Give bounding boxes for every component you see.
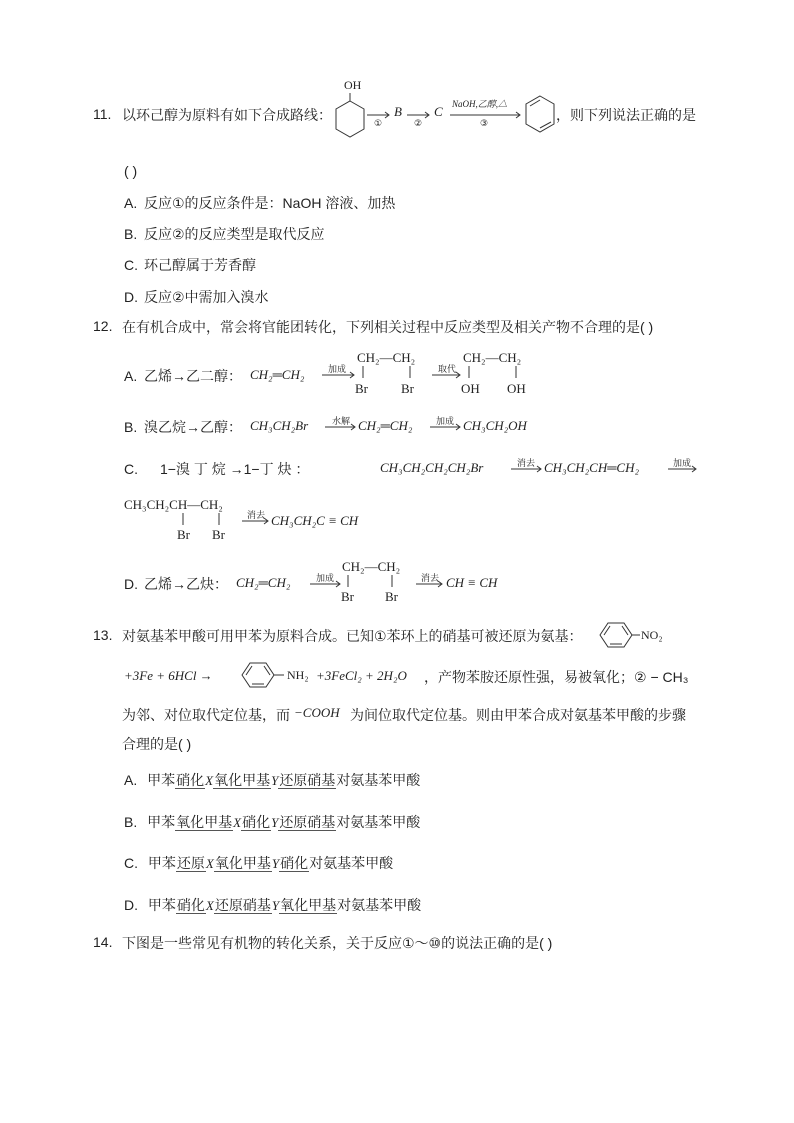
q12-number: 12. (93, 318, 113, 334)
option-letter: B. (124, 226, 138, 242)
q14-stem: 下图是一些常见有机物的转化关系，关于反应①～⑩的说法正确的是( ) (122, 935, 553, 951)
step-3: 还原硝基 (279, 814, 336, 830)
q13-line-4: 合理的是( ) (122, 736, 192, 752)
product-1: CH₃CH₂CH═CH₂ (544, 460, 640, 475)
option-label: 乙烯→乙二醇： (144, 368, 242, 384)
step-2: 氧化甲基 (214, 772, 271, 788)
option-letter: C. (124, 855, 138, 871)
option-label: 溴乙烷→乙醇： (144, 419, 242, 435)
bond-lines (466, 366, 526, 380)
q13-eq-right: +3FeCl₂ + 2H₂O (316, 668, 407, 683)
end: 对氨基苯甲酸 (336, 814, 421, 830)
option-letter: C. (124, 461, 138, 477)
q13-cooh: −COOH (294, 705, 340, 720)
q13-option-d[interactable] (124, 896, 421, 915)
q13-option-a[interactable] (124, 771, 420, 790)
nitrobenzene-structure (592, 620, 642, 650)
product-2-sub-1: Br (177, 527, 190, 542)
arrow (668, 465, 698, 473)
arrow (430, 423, 462, 431)
q11-step-3: ③ (480, 118, 489, 128)
q11-stem: 以环己醇为原料有如下合成路线： (122, 107, 332, 123)
option-letter: C. (124, 257, 138, 273)
condition-1: 消去 (517, 458, 536, 468)
condition-2: 消去 (421, 573, 440, 583)
step-3: 硝化 (280, 855, 309, 871)
product-2-sub-1: OH (461, 381, 480, 396)
condition-1: 加成 (316, 573, 335, 583)
q13-eq-left: +3Fe + 6HCl → (124, 668, 213, 683)
q11-cond-3: NaOH,乙醇,△ (452, 99, 508, 109)
bond-lines (180, 513, 230, 527)
step-2: 氧化甲基 (214, 855, 271, 871)
option-letter: D. (124, 289, 138, 305)
arrow (325, 423, 357, 431)
y: Y (271, 815, 279, 830)
end: 对氨基苯甲酸 (337, 897, 422, 913)
q11-c: C (434, 104, 443, 119)
q13-option-b[interactable] (124, 813, 420, 832)
product-1-sub-1: Br (355, 381, 368, 396)
arrow (416, 580, 444, 588)
q11-step-1: ① (374, 118, 383, 128)
option-label: 乙烯→乙炔： (144, 576, 228, 592)
q13-option-c[interactable] (124, 854, 393, 873)
product-2: CH₃CH₂OH (463, 418, 527, 433)
q13-line-1: 对氨基苯甲酸可用甲苯为原料合成。已知①苯环上的硝基可被还原为氨基： (122, 628, 583, 644)
step-1: 硝化 (176, 772, 205, 788)
bond-lines (360, 366, 420, 380)
option-text: 反应①的反应条件是：NaOH 溶液、加热 (144, 195, 396, 211)
q11-stem-end: ，则下列说法正确的是 (556, 107, 696, 123)
q13-line-3b: 为间位取代定位基。则由甲苯合成对氨基苯甲酸的步骤 (350, 707, 686, 723)
condition-2: 加成 (673, 458, 692, 468)
start: 甲苯 (147, 814, 176, 830)
product-1-top: CH₂—CH₂ (357, 350, 416, 365)
step-3: 还原硝基 (279, 772, 336, 788)
product-1-top: CH₂—CH₂ (342, 559, 401, 574)
reactant: CH₃CH₂CH₂CH₂Br (380, 460, 484, 475)
condition-1: 加成 (328, 364, 347, 374)
option-letter: D. (124, 897, 138, 913)
arrow (322, 371, 356, 379)
x: X (205, 773, 214, 788)
step-2: 硝化 (242, 814, 271, 830)
q13-line-3a: 为邻、对位取代定位基，而 (122, 707, 290, 723)
cyclohexanol-structure (330, 93, 364, 145)
product-1: CH₂═CH₂ (358, 418, 413, 433)
x: X (233, 815, 242, 830)
arrow (432, 371, 462, 379)
reactant: CH₂═CH₂ (236, 575, 291, 590)
product-2-top: CH₂—CH₂ (463, 350, 522, 365)
y: Y (271, 856, 280, 871)
x: X (205, 856, 214, 871)
product-1-sub-2: Br (385, 589, 398, 604)
q12-stem: 在有机合成中，常会将官能团转化，下列相关过程中反应类型及相关产物不合理的是( ) (122, 319, 654, 335)
arrow (242, 517, 270, 525)
option-letter: B. (124, 419, 138, 435)
q13-no2: NO₂ (641, 628, 663, 642)
y: Y (271, 773, 279, 788)
step-3: 氧化甲基 (280, 897, 337, 913)
q13-line-2-tail: ，产物苯胺还原性强，易被氧化；② − CH₃ (424, 669, 689, 685)
product-2-top: CH₃CH₂CH—CH₂ (124, 497, 223, 512)
option-text: 反应②中需加入溴水 (144, 289, 269, 305)
condition-2: 取代 (438, 364, 457, 374)
reactant: CH₂═CH₂ (250, 367, 305, 382)
q13-number: 13. (93, 627, 113, 643)
reactant: CH₃CH₂Br (250, 418, 309, 433)
step-2: 还原硝基 (214, 897, 271, 913)
cyclohexadiene-structure (524, 94, 556, 134)
arrow (511, 465, 543, 473)
end: 对氨基苯甲酸 (336, 772, 421, 788)
bond-lines (345, 575, 405, 589)
q11-oh-label: OH (344, 78, 362, 92)
y: Y (271, 898, 280, 913)
q14-number: 14. (93, 934, 113, 950)
arrow (310, 580, 342, 588)
start: 甲苯 (147, 897, 176, 913)
option-letter: A. (124, 195, 138, 211)
product-2-sub-2: Br (212, 527, 225, 542)
option-letter: A. (124, 772, 138, 788)
condition-1: 水解 (332, 416, 351, 426)
option-text: 环己醇属于芳香醇 (144, 257, 256, 273)
option-letter: A. (124, 368, 138, 384)
option-letter: D. (124, 576, 138, 592)
condition-2: 加成 (436, 416, 455, 426)
aniline-structure (234, 660, 288, 690)
product-1-sub-1: Br (341, 589, 354, 604)
step-1: 还原 (176, 855, 205, 871)
x: X (205, 898, 214, 913)
product-1-sub-2: Br (401, 381, 414, 396)
product-3: CH₃CH₂C ≡ CH (271, 513, 359, 528)
step-1: 氧化甲基 (176, 814, 233, 830)
step-1: 硝化 (176, 897, 205, 913)
product-2-sub-2: OH (507, 381, 526, 396)
start: 甲苯 (147, 772, 176, 788)
condition-3: 消去 (247, 510, 266, 520)
option-letter: B. (124, 814, 138, 830)
q11-step-2: ② (414, 118, 423, 128)
end: 对氨基苯甲酸 (309, 855, 394, 871)
q11-number: 11. (93, 106, 112, 122)
option-label: 1−溴 丁 烷 →1−丁 炔 ： (160, 461, 310, 477)
option-text: 反应②的反应类型是取代反应 (144, 226, 325, 242)
q11-paren: ( ) (124, 163, 138, 179)
q13-nh2: NH₂ (287, 668, 309, 682)
product-2: CH ≡ CH (446, 575, 498, 590)
start: 甲苯 (147, 855, 176, 871)
q11-b: B (394, 104, 402, 119)
